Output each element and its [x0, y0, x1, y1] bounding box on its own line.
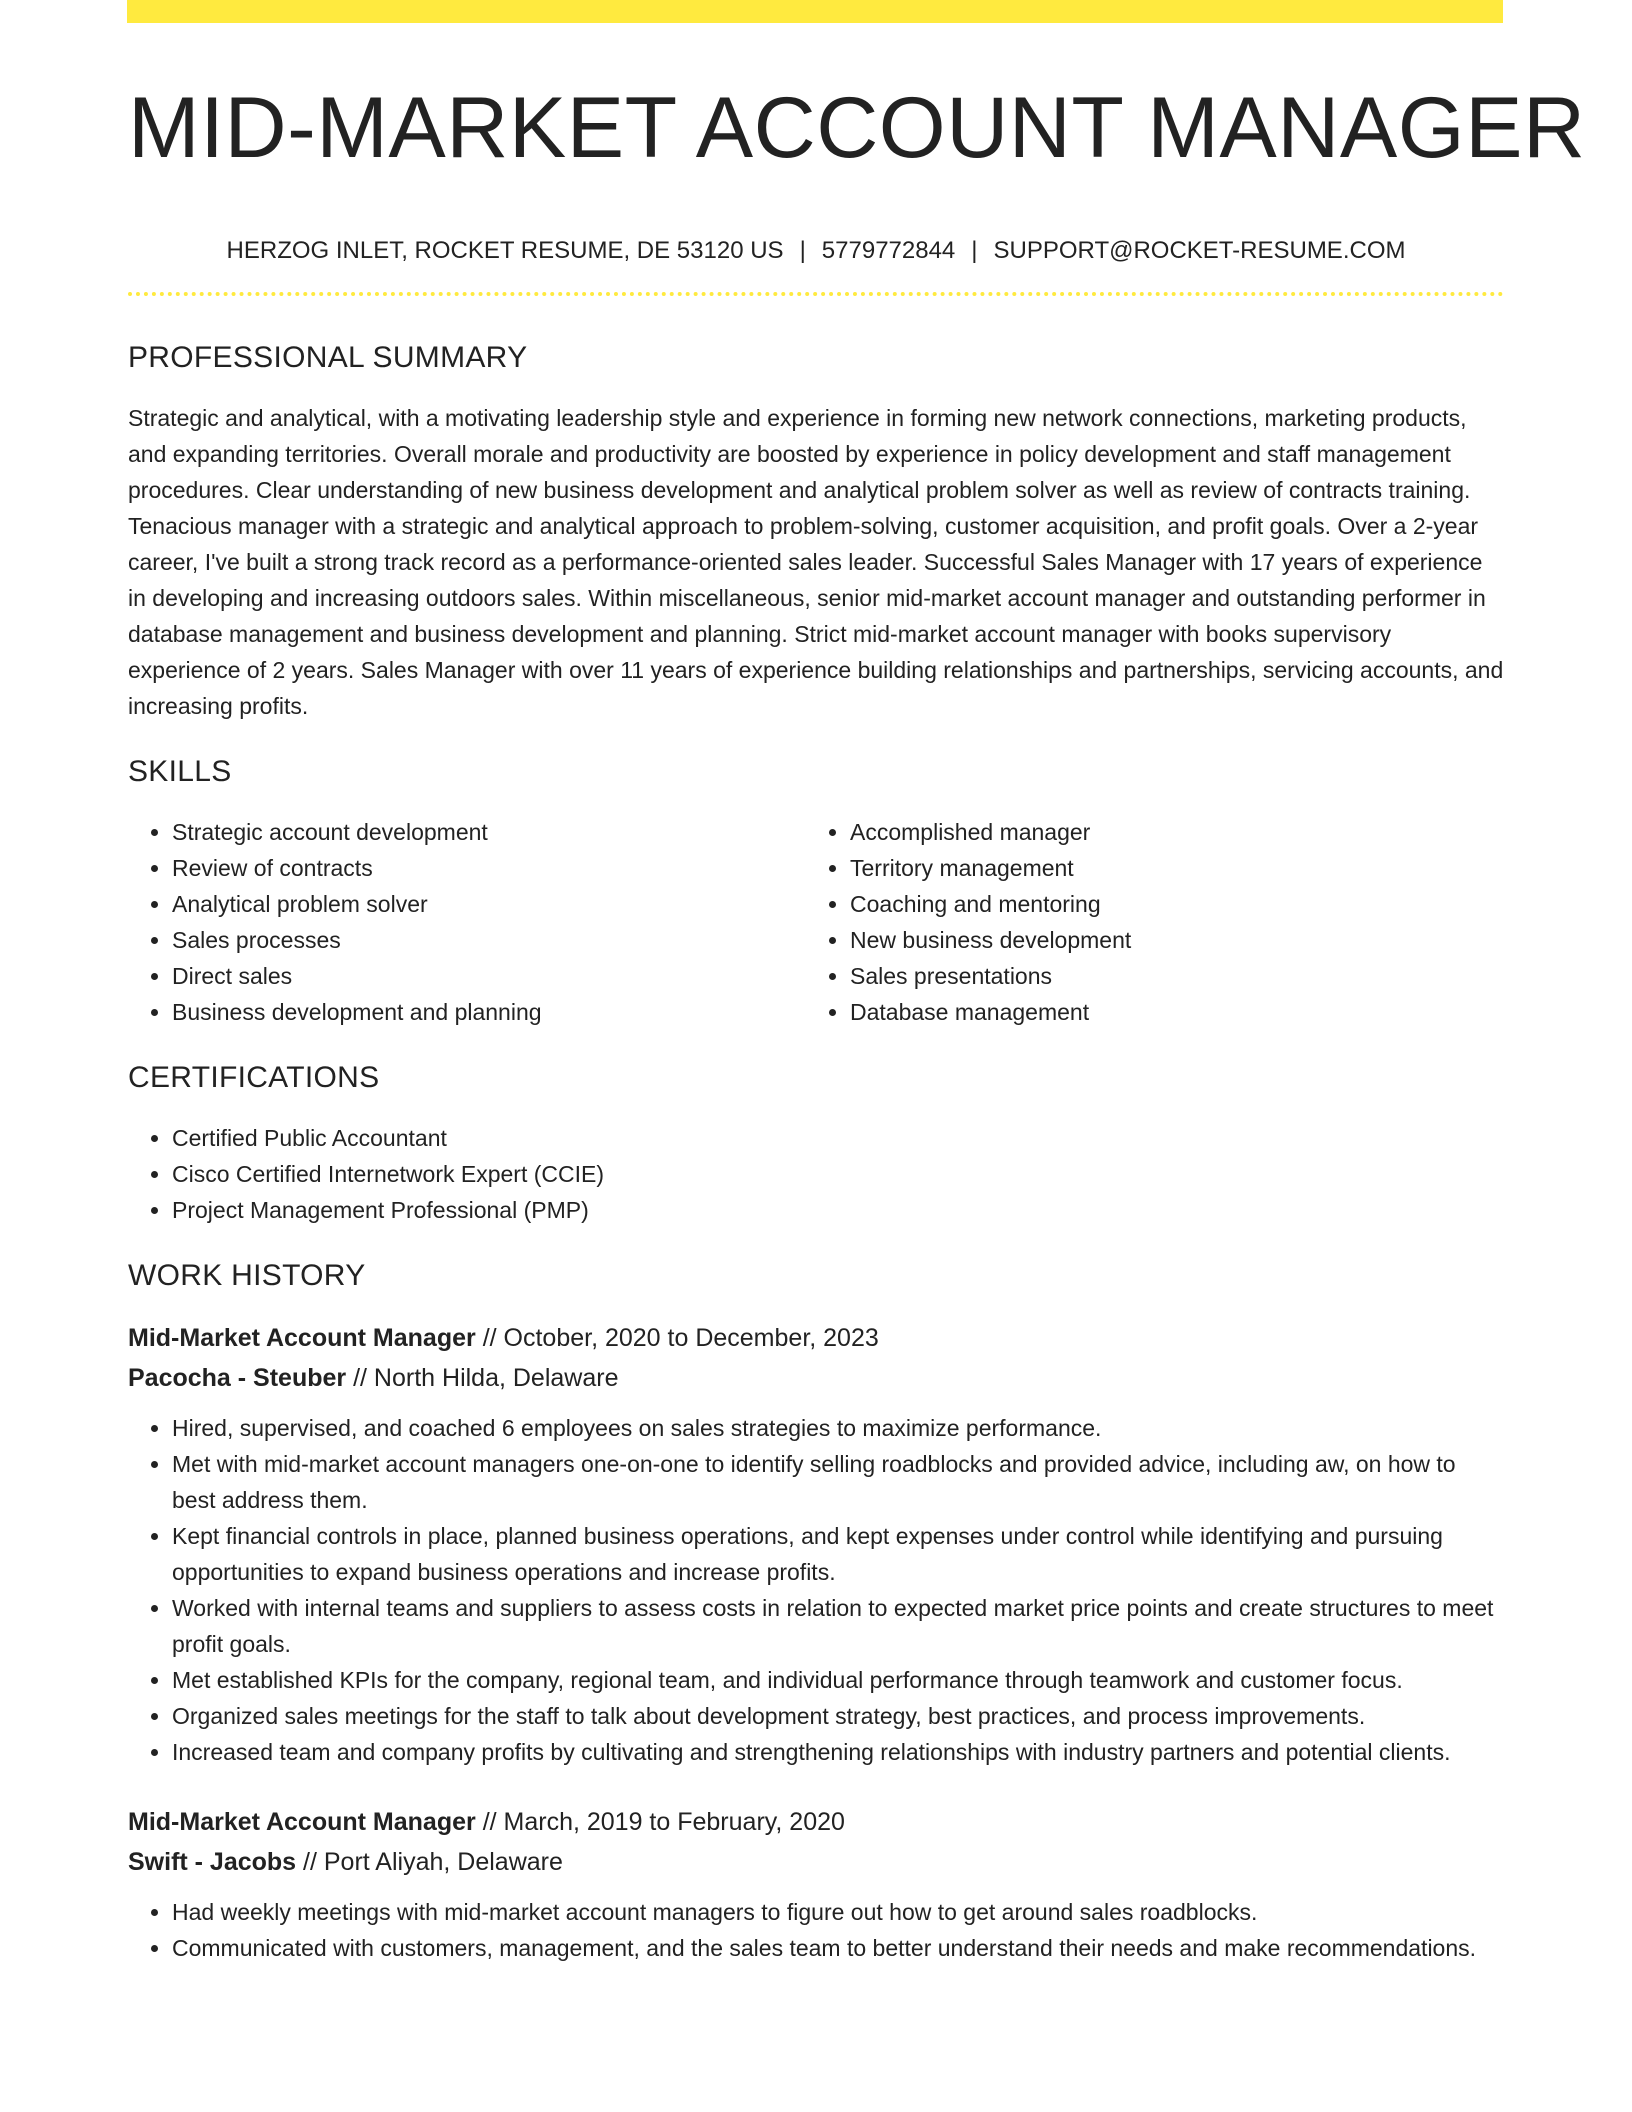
certification-item: • Cisco Certified Internetwork Expert (CCIE): [172, 1156, 1504, 1192]
skill-item: • Database management: [850, 994, 1484, 1030]
skill-item: • Business development and planning: [172, 994, 806, 1030]
skill-item: • Accomplished manager: [850, 814, 1484, 850]
skill-item: • Analytical problem solver: [172, 886, 806, 922]
certification-item: • Project Management Professional (PMP): [172, 1192, 1504, 1228]
job-company: Pacocha - Steuber: [128, 1364, 347, 1392]
job-dates: // October, 2020 to December, 2023: [482, 1324, 879, 1352]
job-role-line: [128, 1802, 1504, 1842]
job-role: Mid-Market Account Manager: [128, 1808, 476, 1836]
job-bullet: • Organized sales meetings for the staff to talk about development strategy, best practices, and process improvements.: [172, 1698, 1504, 1734]
job-bullet: • Met established KPIs for the company, regional team, and individual performance through teamwork and customer focus.: [172, 1662, 1504, 1698]
job-dates: // March, 2019 to February, 2020: [482, 1808, 845, 1836]
certifications-list: [128, 1120, 1504, 1228]
skills-left-list: [128, 814, 806, 1030]
job-bullet: • Increased team and company profits by cultivating and strengthening relationships with industry partners and potential clients.: [172, 1734, 1504, 1770]
dotted-divider: [128, 292, 1504, 296]
job-bullet-list: [128, 1410, 1504, 1770]
job-company-line: [128, 1358, 1504, 1398]
certification-item: • Certified Public Accountant: [172, 1120, 1504, 1156]
job-bullet: • Worked with internal teams and suppliers to assess costs in relation to expected market price points and create structures to meet profit goals.: [172, 1590, 1504, 1662]
resume-title: MID-MARKET ACCOUNT MANAGER: [128, 80, 1586, 176]
summary-heading: PROFESSIONAL SUMMARY: [128, 341, 528, 374]
skill-item: • Coaching and mentoring: [850, 886, 1484, 922]
contact-phone: 5779772844: [821, 237, 956, 264]
job-bullet: • Hired, supervised, and coached 6 employees on sales strategies to maximize performance.: [172, 1410, 1504, 1446]
resume-content: [128, 0, 1586, 1966]
skill-item: • Review of contracts: [172, 850, 806, 886]
job-location: // Port Aliyah, Delaware: [303, 1848, 563, 1876]
job-role: Mid-Market Account Manager: [128, 1324, 476, 1352]
job-entry: [128, 1802, 1504, 1966]
job-bullet: • Communicated with customers, management, and the sales team to better understand their needs and make recommendations.: [172, 1930, 1504, 1966]
job-role-line: [128, 1318, 1504, 1358]
contact-separator: |: [971, 237, 978, 264]
job-entry: [128, 1318, 1504, 1770]
job-bullet: • Kept financial controls in place, planned business operations, and kept expenses under control while identifying and pursuing opportunities to expand business operations and increase profits.: [172, 1518, 1504, 1590]
skill-item: • Sales presentations: [850, 958, 1484, 994]
skill-item: • Sales processes: [172, 922, 806, 958]
job-bullet-list: [128, 1894, 1504, 1966]
skill-item: • Strategic account development: [172, 814, 806, 850]
contact-line: [128, 236, 1504, 266]
job-company-line: [128, 1842, 1504, 1882]
skills-columns: [128, 814, 1504, 1030]
contact-email: SUPPORT@ROCKET-RESUME.COM: [993, 237, 1406, 264]
job-company: Swift - Jacobs: [128, 1848, 297, 1876]
skill-item: • Direct sales: [172, 958, 806, 994]
job-location: // North Hilda, Delaware: [353, 1364, 619, 1392]
job-bullet: • Had weekly meetings with mid-market account managers to figure out how to get around sales roadblocks.: [172, 1894, 1504, 1930]
skills-right-list: [806, 814, 1484, 1030]
certifications-heading: CERTIFICATIONS: [128, 1061, 380, 1094]
skill-item: • New business development: [850, 922, 1484, 958]
work-history-heading: WORK HISTORY: [128, 1259, 366, 1292]
job-bullet: • Met with mid-market account managers one-on-one to identify selling roadblocks and provided advice, including aw, on how to best address them.: [172, 1446, 1504, 1518]
skill-item: • Territory management: [850, 850, 1484, 886]
contact-separator: |: [799, 237, 806, 264]
contact-address: HERZOG INLET, ROCKET RESUME, DE 53120 US: [226, 237, 784, 264]
summary-text: Strategic and analytical, with a motivating leadership style and experience in forming new network connections, marketing products, and expanding territories. Overall morale and productivity are boosted by experience in policy development and staff management procedures. Clear understanding of new business development and analytical problem solver as well as review of contracts training. Tenacious manager with a strategic and analytical approach to problem-solving, customer acquisition, and profit goals. Over a 2-year career, I've built a strong track record as a performance-oriented sales leader. Successful Sales Manager with 17 years of experience in developing and increasing outdoors sales. Within miscellaneous, senior mid-market account manager and outstanding performer in database management and business development and planning. Strict mid-market account manager with books supervisory experience of 2 years. Sales Manager with over 11 years of experience building relationships and partnerships, servicing accounts, and increasing profits.: [128, 405, 1504, 719]
skills-heading: SKILLS: [128, 755, 232, 788]
